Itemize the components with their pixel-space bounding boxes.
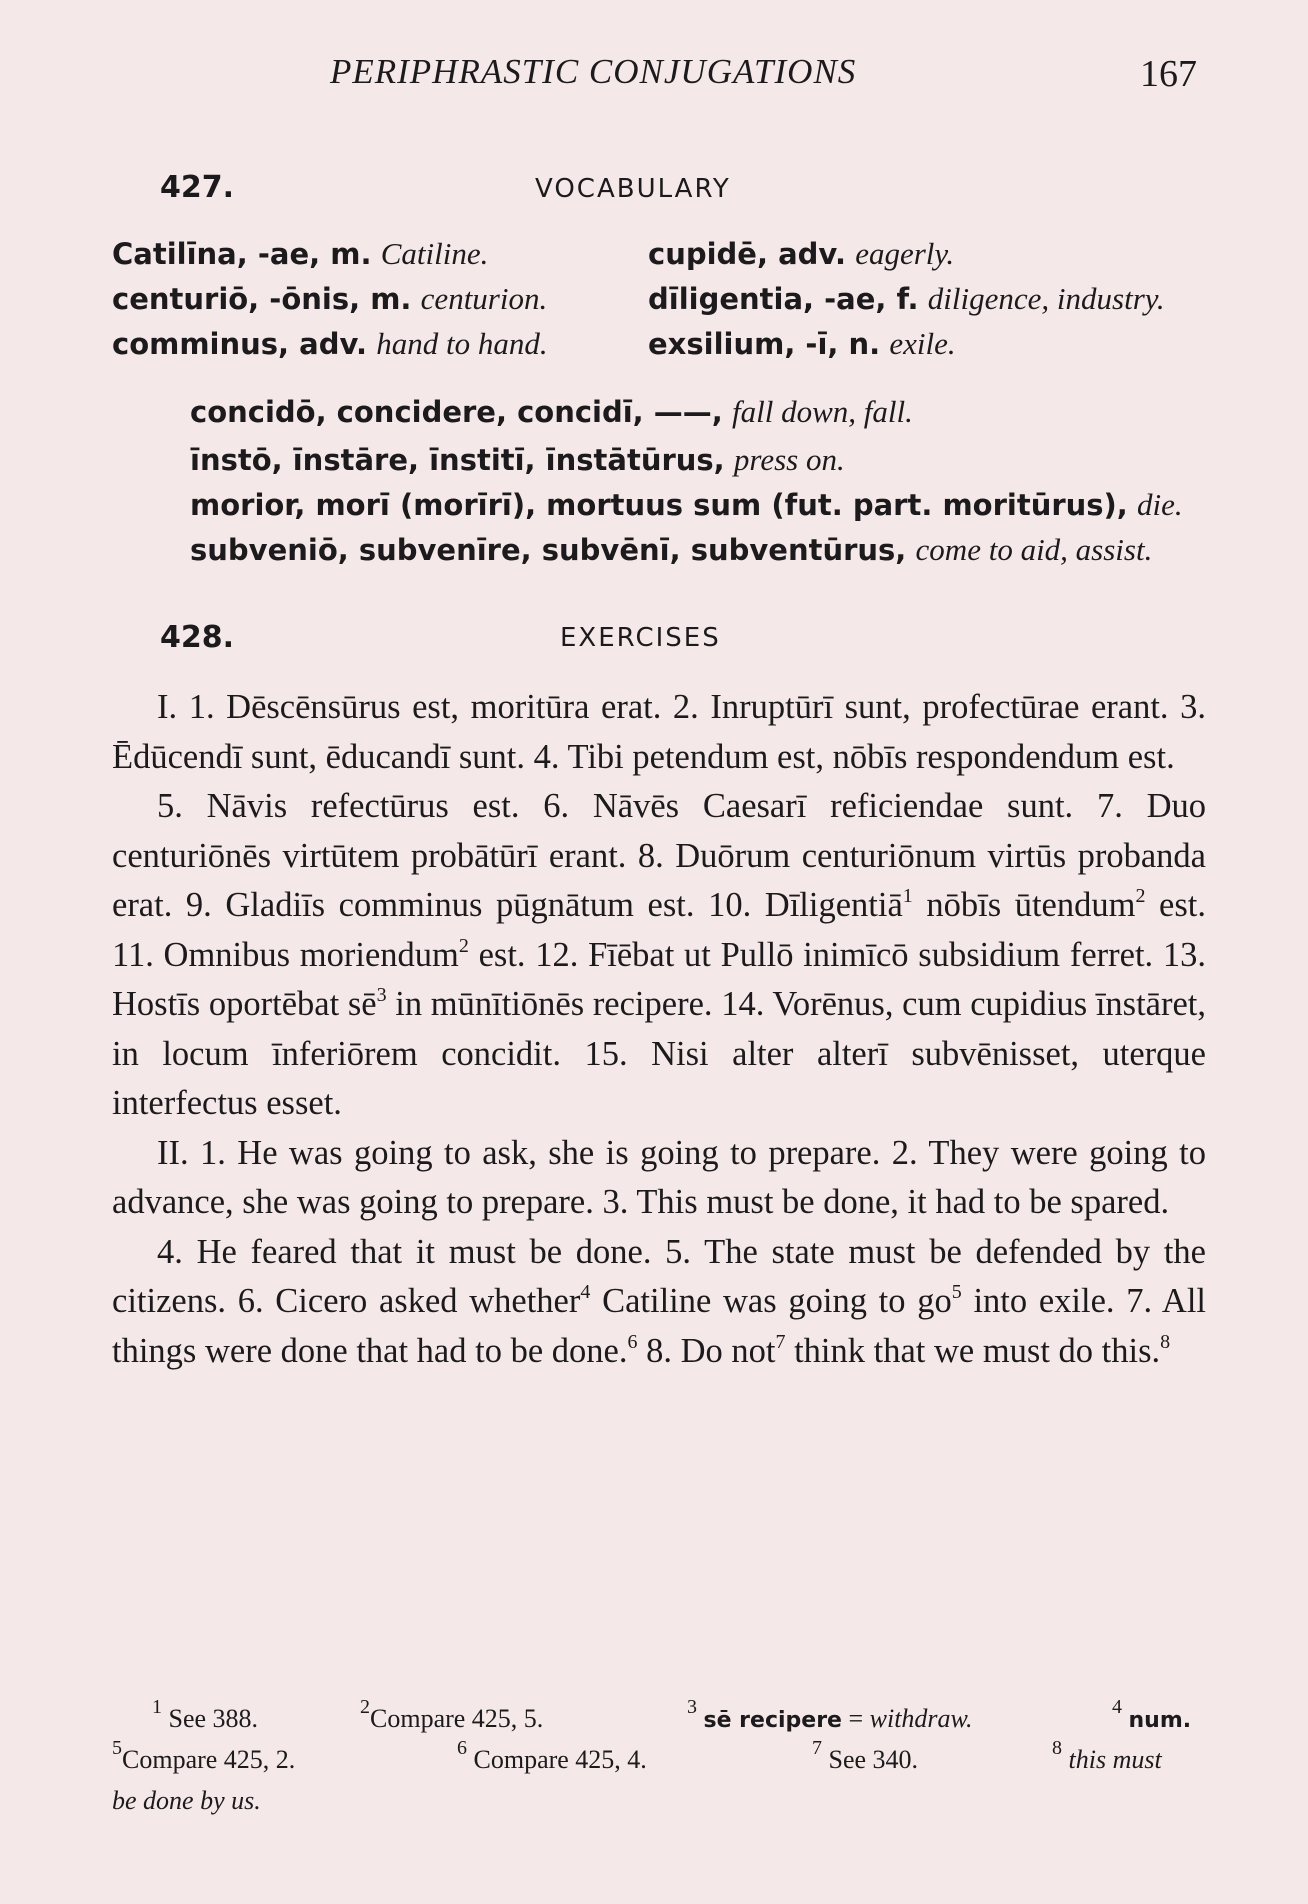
exercise-paragraph: II. 1. He was going to ask, she is going to prepare. 2. They were going to advance, she was going to prepare. 3. This must be done, it had to be spared. [112,1133,1206,1221]
section-number-exercises: 428. [160,620,235,655]
exercise-paragraph: I. 1. Dēscēnsūrus est, moritūra erat. 2. Inruptūrī sunt, profectūrae erant. 3. Ēdūcendī sunt, ēducandī sunt. 4. Tibi petendum est, nōbīs respondendum est. [112,688,1206,776]
footnote-mark: 5 [951,1281,962,1303]
vocab-verb [190,487,1183,523]
vocab-word: Catilīna, -ae, m. [112,237,372,271]
section-number-vocabulary: 427. [160,170,235,205]
vocab-entry [648,281,1165,317]
section-title-exercises: EXERCISES [560,623,721,653]
vocab-word: dīligentia, -ae, f. [648,282,919,316]
footnote-continuation: be done by us. [112,1786,261,1815]
footnote: $^1$ See 388. [152,1696,259,1733]
footnote: $^7$ See 340. [812,1737,919,1774]
running-title: PERIPHRASTIC CONJUGATIONS [330,52,857,91]
footnote: $^4$ num. [1112,1696,1192,1733]
vocab-entry [648,326,956,362]
vocab-meaning: centurion. [420,281,548,316]
verb-forms: īnstō, īnstāre, īnstitī, īnstātūrus, [190,443,725,477]
footnote-mark: 7 [775,1330,786,1353]
section-title-vocabulary: VOCABULARY [535,174,731,204]
vocab-word: comminus, adv. [112,327,368,361]
vocab-meaning: Catiline. [380,236,489,271]
vocab-entry [648,236,954,272]
verb-meaning: fall down, fall. [732,394,913,429]
verb-meaning: come to aid, assist. [915,532,1153,567]
vocab-word: exsilium, -ī, n. [648,327,881,361]
footnote: $^8$ this must [1052,1737,1162,1774]
footnote: $^2$Compare 425, 5. [360,1696,544,1733]
vocab-word: centuriō, -ōnis, m. [112,282,412,316]
vocab-meaning: diligence, industry. [927,281,1165,316]
vocab-verb [190,442,845,478]
verb-meaning: press on. [733,442,845,477]
verb-meaning: die. [1137,487,1183,522]
vocab-word: cupidē, adv. [648,237,846,271]
vocab-verb [190,394,913,430]
footnote-mark: 1 [902,885,913,907]
vocab-meaning: hand to hand. [376,326,548,361]
footnote-mark: 8 [1160,1330,1171,1353]
vocab-meaning: exile. [889,326,956,361]
footnote-mark: 4 [580,1281,591,1303]
exercise-text [112,683,1206,1376]
verb-forms: concidō, concidere, concidī, ——, [190,395,723,429]
verb-forms: subveniō, subvenīre, subvēnī, subventūrus, [190,533,907,567]
exercise-paragraph: 4. He feared that it must be done. 5. The state must be defended by the citizens. 6. Cicero asked whether$^4$ Catiline was going to $go^5$ into exile. 7. All things were done that had to be done.$^6$ 8. Do not$^7$ think that we must do this.$^8$ [112,1232,1206,1370]
vocab-verb [190,532,1152,568]
footnote: $^6$ Compare 425, 4. [457,1737,647,1774]
vocab-entry [112,236,488,272]
vocab-entry [112,281,547,317]
footnote: $^3$ sē recipere = withdraw. [687,1696,973,1733]
vocab-meaning: eagerly. [855,236,955,271]
footnote-mark: 2 [1135,885,1146,907]
footnote-mark: 2 [458,934,469,957]
footnote-mark: 6 [627,1330,638,1353]
verb-forms: morior, morī (morīrī), mortuus sum (fut. part. moritūrus), [190,488,1128,522]
vocab-entry [112,326,548,362]
exercise-paragraph: 5. Nāvis refectūrus est. 6. Nāvēs Caesarī reficiendae sunt. 7. Duo centuriōnēs virtūtem probātūrī erant. 8. Duōrum centuriōnum virtūs probanda erat. 9. Gladiīs comminus pūgnātum est. 10. Dīligentiā$^1$ nōbīs ūtendum$^2$ est. 11. Omnibus moriendum$^2$ est. 12. Fīēbat ut Pullō inimīcō subsidium ferret. 13. Hostīs oportēbat $sē^3$ in mūnītiōnēs recipere. 14. Vorēnus, cum cupidius īnstāret, in locum īnferiōrem concidit. 15. Nisi alter alterī subvēnisset, uterque interfectus esset. [112,787,1206,1122]
footnote: $^5$Compare 425, 2. [112,1737,296,1774]
footnote-mark: 3 [376,984,387,1006]
page-number: 167 [1140,53,1197,95]
